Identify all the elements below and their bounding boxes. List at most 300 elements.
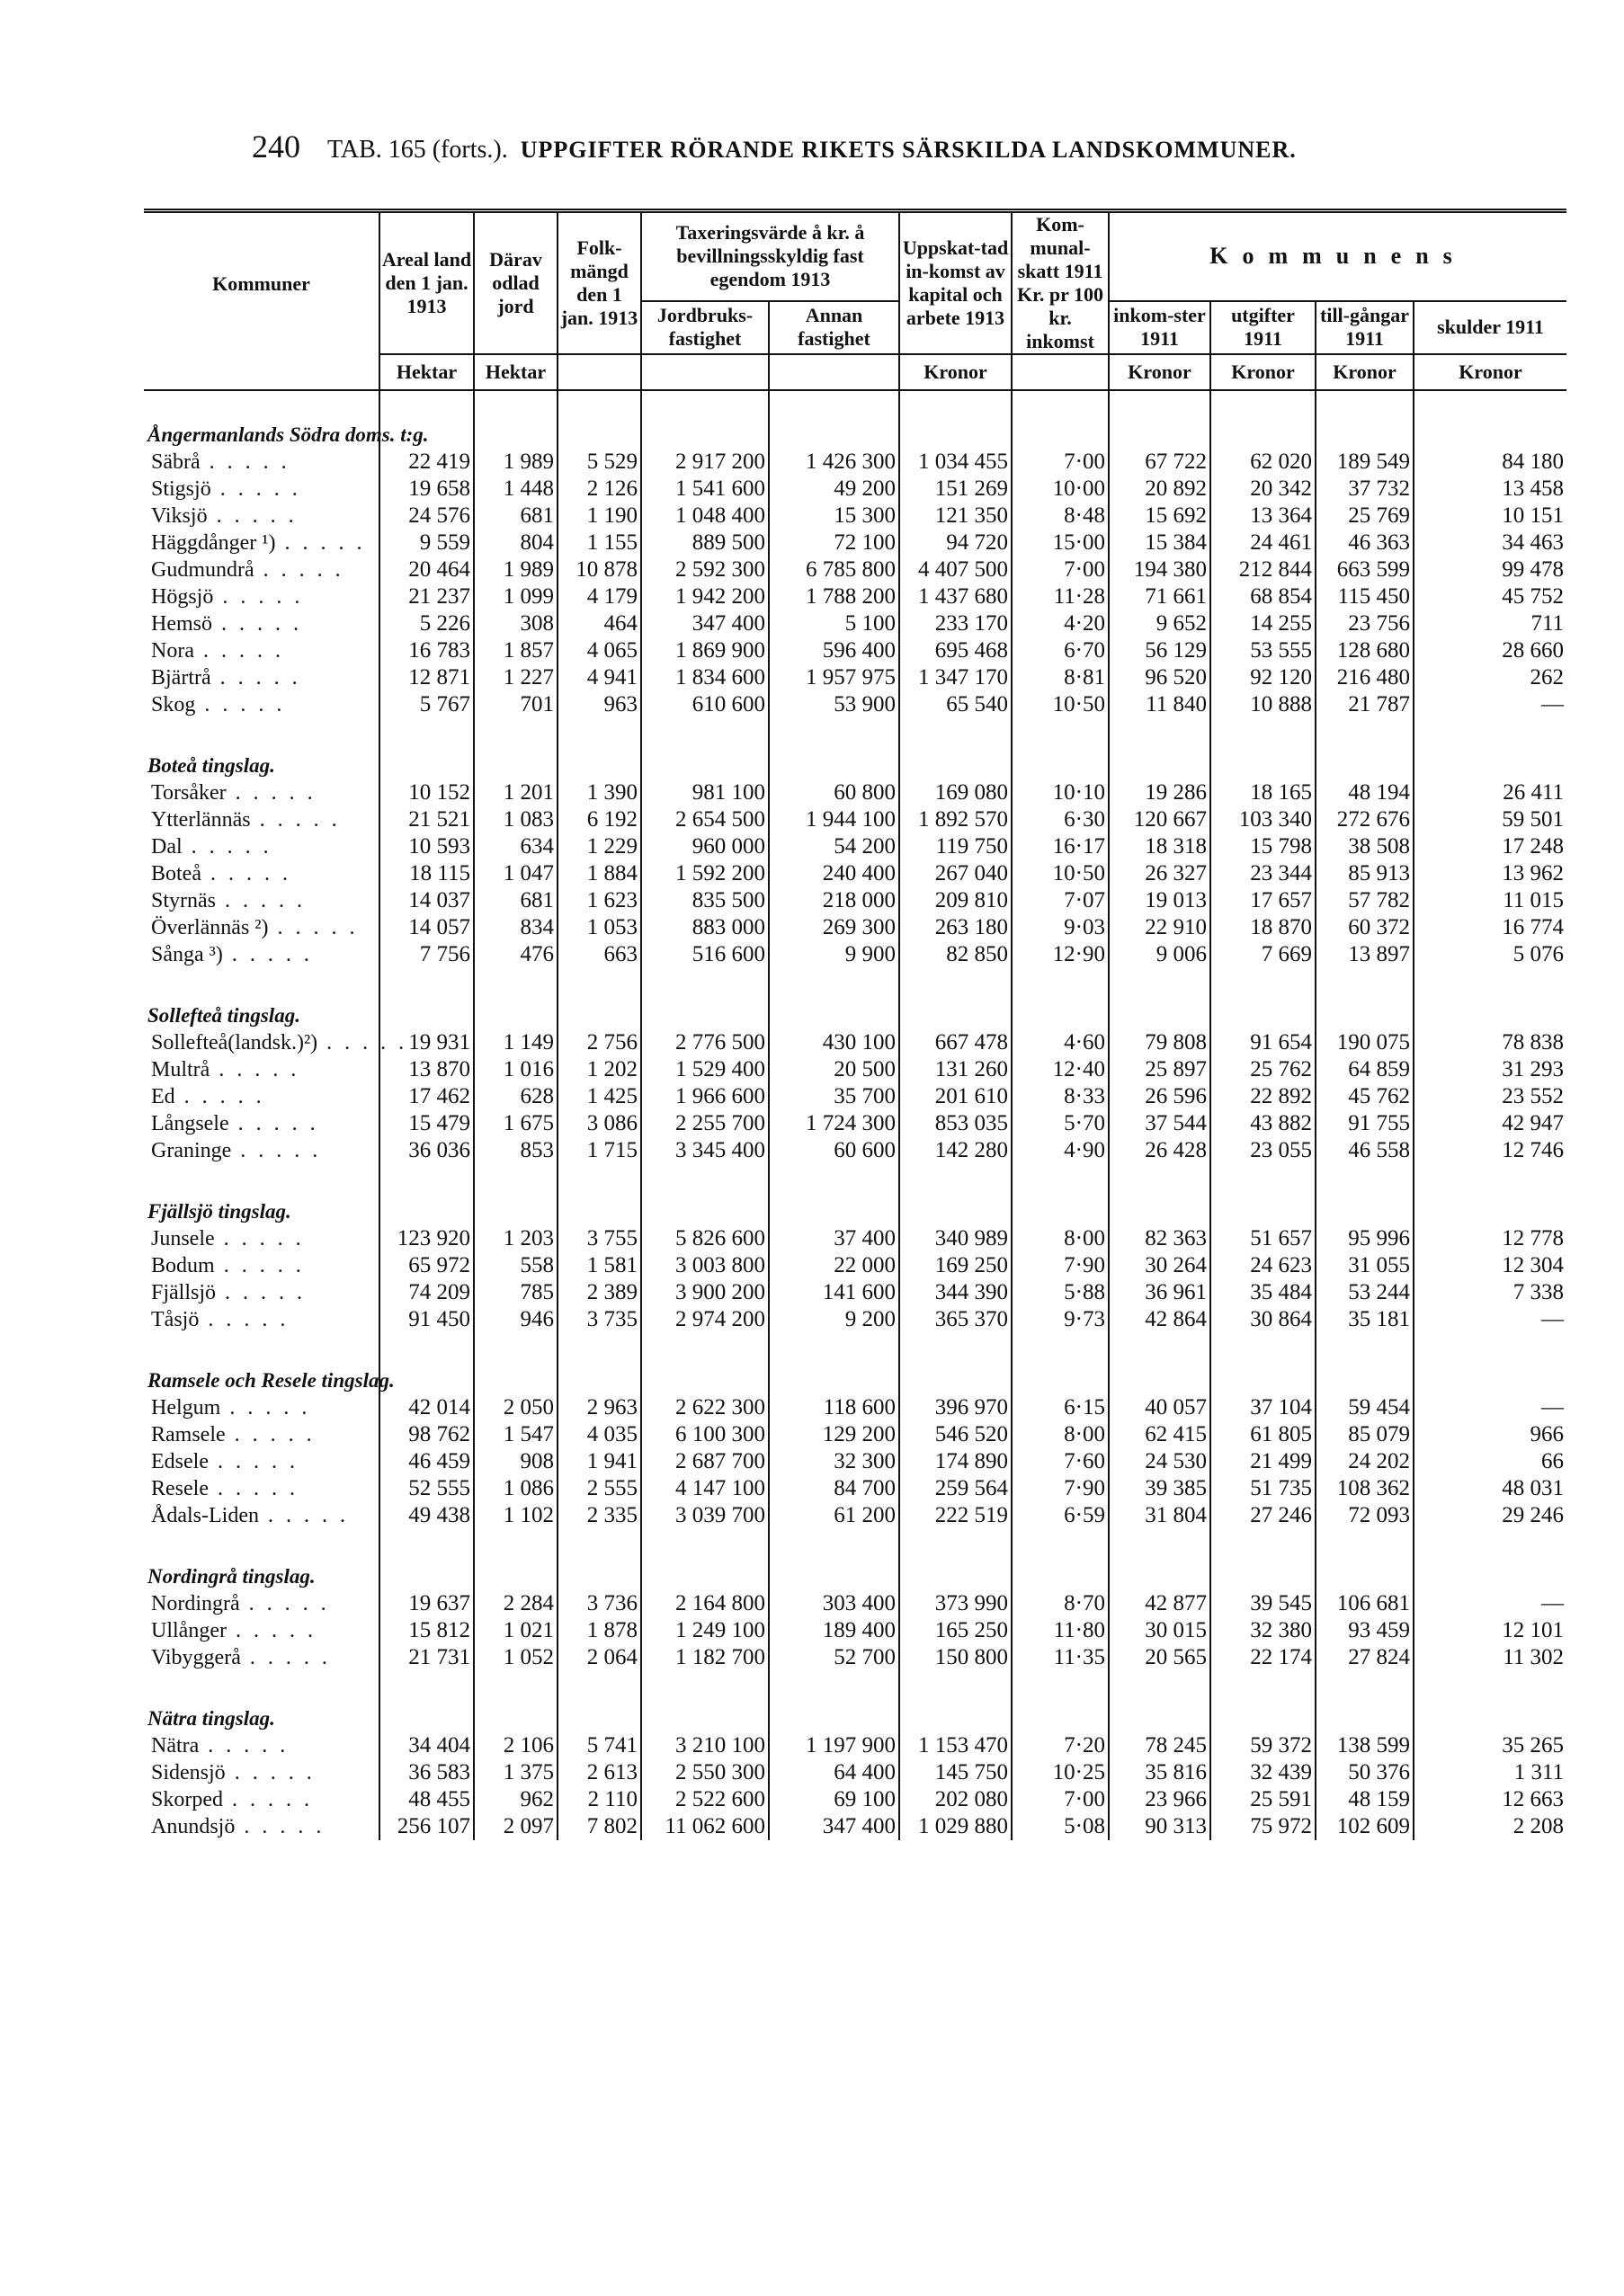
table-cell: 3 086 xyxy=(558,1110,641,1137)
table-cell: 344 390 xyxy=(899,1279,1012,1306)
municipality-name xyxy=(144,1306,379,1333)
table-cell: 14 057 xyxy=(379,914,474,941)
empty-cell xyxy=(474,1705,558,1732)
table-cell: 1 029 880 xyxy=(899,1813,1012,1840)
leader-dots: . . . . . xyxy=(235,1815,326,1838)
empty-cell xyxy=(1316,1705,1414,1732)
table-cell: 2 050 xyxy=(474,1394,558,1421)
table-cell: 966 xyxy=(1530,1422,1565,1446)
table-cell: 17 462 xyxy=(379,1083,474,1110)
table-cell: 69 100 xyxy=(769,1786,899,1813)
table-cell: 4 035 xyxy=(558,1421,641,1448)
spacer-cell xyxy=(1414,1529,1566,1563)
table-cell: 8·33 xyxy=(1012,1083,1109,1110)
table-cell: 308 xyxy=(474,610,558,637)
table-cell: 21 731 xyxy=(379,1644,474,1671)
section-title: Nätra tingslag. xyxy=(144,1705,379,1732)
section-title: Sollefteå tingslag. xyxy=(144,1002,379,1029)
table-cell: 15 798 xyxy=(1210,833,1316,860)
municipality-name xyxy=(144,1279,379,1306)
table-cell: 1 966 600 xyxy=(641,1083,769,1110)
table-cell: 141 600 xyxy=(769,1279,899,1306)
table-cell: 7·00 xyxy=(1012,556,1109,583)
table-cell: 960 000 xyxy=(641,833,769,860)
table-cell: 347 400 xyxy=(641,610,769,637)
empty-cell xyxy=(641,1002,769,1029)
table-cell: 476 xyxy=(474,941,558,968)
leader-dots: . . . . . xyxy=(226,1619,317,1642)
table-cell: 1 623 xyxy=(558,887,641,914)
municipality-name xyxy=(144,1056,379,1083)
table-cell: 17 248 xyxy=(1502,834,1565,859)
table-cell: 78 245 xyxy=(1109,1732,1210,1759)
table-cell: 7·00 xyxy=(1012,1786,1109,1813)
table-cell: 1 227 xyxy=(474,664,558,691)
leader-dots: . . . . . xyxy=(210,477,301,501)
table-row xyxy=(144,1029,1566,1056)
spacer-cell xyxy=(899,1529,1012,1563)
table-row xyxy=(144,1475,1566,1502)
table-cell: 118 600 xyxy=(769,1394,899,1421)
table-cell: 24 202 xyxy=(1316,1448,1414,1475)
table-cell: 2 208 xyxy=(1512,1814,1565,1838)
empty-cell xyxy=(558,1705,641,1732)
table-cell: 2 550 300 xyxy=(641,1759,769,1786)
table-cell: 74 209 xyxy=(379,1279,474,1306)
table-cell: 2 592 300 xyxy=(641,556,769,583)
empty-cell xyxy=(1316,1198,1414,1225)
table-cell: 1 375 xyxy=(474,1759,558,1786)
spacer-cell xyxy=(1316,1671,1414,1705)
spacer-row xyxy=(144,390,1566,422)
table-cell: 681 xyxy=(474,503,558,530)
header-areal: Areal land den 1 jan. 1913 xyxy=(379,211,474,355)
table-cell: 46 459 xyxy=(379,1448,474,1475)
table-cell: 272 676 xyxy=(1316,806,1414,833)
table-cell: 11 015 xyxy=(1503,888,1565,912)
leader-dots: . . . . . xyxy=(200,450,290,474)
table-cell: 558 xyxy=(474,1252,558,1279)
table-cell: 15 812 xyxy=(379,1617,474,1644)
municipality-name xyxy=(144,887,379,914)
table-cell: 259 564 xyxy=(899,1475,1012,1502)
table-cell: 18 318 xyxy=(1109,833,1210,860)
table-cell: 1 957 975 xyxy=(769,664,899,691)
table-cell: 889 500 xyxy=(641,530,769,556)
leader-dots: . . . . . xyxy=(226,781,317,805)
spacer-cell xyxy=(474,1529,558,1563)
table-cell: 1 229 xyxy=(558,833,641,860)
table-cell: 701 xyxy=(474,691,558,718)
empty-cell xyxy=(558,1563,641,1590)
empty-cell xyxy=(558,1002,641,1029)
empty-cell xyxy=(1012,752,1109,779)
running-head xyxy=(252,128,1556,165)
table-cell: 53 244 xyxy=(1316,1279,1414,1306)
leader-dots: . . . . . xyxy=(207,504,298,528)
table-cell: 13 897 xyxy=(1316,941,1414,968)
spacer-cell xyxy=(558,1164,641,1198)
empty-cell xyxy=(1109,1563,1210,1590)
table-cell: 963 xyxy=(558,691,641,718)
table-row xyxy=(144,941,1566,968)
empty-cell xyxy=(769,1563,899,1590)
table-cell: 35 816 xyxy=(1109,1759,1210,1786)
table-cell: 131 260 xyxy=(899,1056,1012,1083)
spacer-cell xyxy=(379,390,474,422)
table-cell: 7·00 xyxy=(1012,449,1109,476)
spacer-cell xyxy=(1210,718,1316,752)
empty-cell xyxy=(474,1563,558,1590)
municipality-label: Styrnäs xyxy=(151,889,216,912)
table-cell: 51 735 xyxy=(1210,1475,1316,1502)
table-cell: 7·07 xyxy=(1012,887,1109,914)
municipality-label: Sånga ³) xyxy=(151,943,223,966)
table-cell: 233 170 xyxy=(899,610,1012,637)
municipality-label: Högsjö xyxy=(151,585,214,609)
table-cell: 596 400 xyxy=(769,637,899,664)
table-cell: 37 544 xyxy=(1109,1110,1210,1137)
table-cell: 1 529 400 xyxy=(641,1056,769,1083)
table-cell: 25 762 xyxy=(1210,1056,1316,1083)
table-cell: 1 153 470 xyxy=(899,1732,1012,1759)
table-cell: 142 280 xyxy=(899,1137,1012,1164)
table-cell: — xyxy=(1541,1395,1565,1419)
table-cell: 72 093 xyxy=(1316,1502,1414,1529)
municipality-label: Torsåker xyxy=(151,781,227,805)
table-cell: 7·60 xyxy=(1012,1448,1109,1475)
table-cell: 59 454 xyxy=(1316,1394,1414,1421)
empty-cell xyxy=(379,1705,474,1732)
table-cell: 883 000 xyxy=(641,914,769,941)
spacer-cell xyxy=(1109,1529,1210,1563)
municipality-label: Nordingrå xyxy=(151,1592,240,1615)
empty-cell xyxy=(1012,1198,1109,1225)
table-cell: 21 499 xyxy=(1210,1448,1316,1475)
table-cell: 22 892 xyxy=(1210,1083,1316,1110)
municipality-name xyxy=(144,1029,408,1056)
table-cell: 12 746 xyxy=(1502,1138,1565,1162)
municipality-name xyxy=(144,1475,379,1502)
table-cell: 11·28 xyxy=(1012,583,1109,610)
table-cell: 201 610 xyxy=(899,1083,1012,1110)
table-cell: 365 370 xyxy=(899,1306,1012,1333)
municipality-label: Tåsjö xyxy=(151,1308,200,1331)
table-cell: 28 660 xyxy=(1502,638,1565,663)
table-cell: 48 194 xyxy=(1316,779,1414,806)
empty-cell xyxy=(1210,1563,1316,1590)
table-cell: 8·00 xyxy=(1012,1225,1109,1252)
section-title: Fjällsjö tingslag. xyxy=(144,1198,379,1225)
municipality-label: Bjärtrå xyxy=(151,666,211,690)
table-header xyxy=(144,211,1566,391)
table-cell: 2 654 500 xyxy=(641,806,769,833)
table-cell: 38 508 xyxy=(1316,833,1414,860)
table-cell: 13 458 xyxy=(1502,476,1565,501)
table-cell: 42 947 xyxy=(1502,1111,1565,1135)
table-cell: 6 192 xyxy=(558,806,641,833)
table-cell: 11 062 600 xyxy=(641,1813,769,1840)
empty-cell xyxy=(474,752,558,779)
table-cell: 10·25 xyxy=(1012,1759,1109,1786)
table-cell: 3 345 400 xyxy=(641,1137,769,1164)
table-cell: 804 xyxy=(474,530,558,556)
table-cell: 20 500 xyxy=(769,1056,899,1083)
empty-cell xyxy=(379,1198,474,1225)
table-cell: 6·70 xyxy=(1012,637,1109,664)
spacer-cell xyxy=(641,1333,769,1367)
municipality-label: Resele xyxy=(151,1477,209,1500)
table-cell: 20 464 xyxy=(379,556,474,583)
empty-cell xyxy=(1414,1563,1566,1590)
unit-kronor: Kronor xyxy=(1414,354,1566,390)
table-row xyxy=(144,887,1566,914)
leader-dots: . . . . . xyxy=(239,1592,330,1615)
leader-dots: . . . . . xyxy=(212,612,302,636)
section-heading-row xyxy=(144,1563,1566,1590)
table-cell: 12·40 xyxy=(1012,1056,1109,1083)
table-cell: 6·15 xyxy=(1012,1394,1109,1421)
table-cell: 15 384 xyxy=(1109,530,1210,556)
table-cell: 17 657 xyxy=(1210,887,1316,914)
table-cell: 610 600 xyxy=(641,691,769,718)
municipality-name xyxy=(144,637,379,664)
table-row xyxy=(144,1306,1566,1333)
empty-cell xyxy=(1012,422,1109,449)
table-row xyxy=(144,1759,1566,1786)
table-cell: 35 181 xyxy=(1316,1306,1414,1333)
table-cell: 834 xyxy=(474,914,558,941)
table-cell: 26 327 xyxy=(1109,860,1210,887)
spacer-cell xyxy=(144,1671,379,1705)
header-darav: Därav odlad jord xyxy=(474,211,558,355)
unit-blank xyxy=(558,354,641,390)
table-row xyxy=(144,779,1566,806)
table-cell: 2 963 xyxy=(558,1394,641,1421)
table-cell: 13 870 xyxy=(379,1056,474,1083)
table-cell: 3 755 xyxy=(558,1225,641,1252)
table-row xyxy=(144,1502,1566,1529)
leader-dots: . . . . . xyxy=(216,1281,307,1304)
spacer-cell xyxy=(1012,1333,1109,1367)
table-cell: 57 782 xyxy=(1316,887,1414,914)
table-cell: 35 484 xyxy=(1210,1279,1316,1306)
spacer-cell xyxy=(1414,1333,1566,1367)
table-row xyxy=(144,1137,1566,1164)
spacer-cell xyxy=(1414,718,1566,752)
table-cell: 4 179 xyxy=(558,583,641,610)
table-cell: 18 870 xyxy=(1210,914,1316,941)
empty-cell xyxy=(1012,1705,1109,1732)
table-cell: 263 180 xyxy=(899,914,1012,941)
table-cell: 91 755 xyxy=(1316,1110,1414,1137)
table-cell: 42 864 xyxy=(1109,1306,1210,1333)
table-cell: 21 237 xyxy=(379,583,474,610)
municipality-label: Graninge xyxy=(151,1139,232,1162)
table-cell: 151 269 xyxy=(899,476,1012,503)
table-cell: 5 076 xyxy=(1512,942,1565,966)
empty-cell xyxy=(769,1705,899,1732)
empty-cell xyxy=(769,1198,899,1225)
table-cell: 26 411 xyxy=(1503,780,1565,805)
table-cell: 681 xyxy=(474,887,558,914)
table-cell: 5 226 xyxy=(379,610,474,637)
unit-kronor: Kronor xyxy=(1316,354,1414,390)
municipality-label: Sollefteå(landsk.)²) xyxy=(151,1031,318,1055)
table-row xyxy=(144,1813,1566,1840)
empty-cell xyxy=(558,422,641,449)
section-heading-row xyxy=(144,752,1566,779)
table-cell: 1 155 xyxy=(558,530,641,556)
table-cell: 16 783 xyxy=(379,637,474,664)
spacer-cell xyxy=(1210,390,1316,422)
table-cell: 1 944 100 xyxy=(769,806,899,833)
table-cell: 23 552 xyxy=(1502,1084,1565,1108)
table-cell: 61 200 xyxy=(769,1502,899,1529)
header-jordbruksfastighet: Jordbruks-fastighet xyxy=(641,301,769,354)
municipality-name xyxy=(144,1137,379,1164)
empty-cell xyxy=(1414,1367,1566,1394)
table-cell: 45 762 xyxy=(1316,1083,1414,1110)
table-cell: 202 080 xyxy=(899,1786,1012,1813)
table-cell: 218 000 xyxy=(769,887,899,914)
table-cell: 1 989 xyxy=(474,449,558,476)
table-cell: 430 100 xyxy=(769,1029,899,1056)
municipality-label: Ådals-Liden xyxy=(151,1504,259,1527)
spacer-cell xyxy=(144,1164,379,1198)
table-cell: 10 151 xyxy=(1502,503,1565,528)
header-kommuner: Kommuner xyxy=(144,211,379,355)
spacer-cell xyxy=(379,718,474,752)
spacer-cell xyxy=(379,1529,474,1563)
table-cell: 39 385 xyxy=(1109,1475,1210,1502)
table-cell: 1 448 xyxy=(474,476,558,503)
table-cell: 2 255 700 xyxy=(641,1110,769,1137)
table-cell: 31 055 xyxy=(1316,1252,1414,1279)
table-cell: 240 400 xyxy=(769,860,899,887)
table-cell: 21 787 xyxy=(1316,691,1414,718)
header-inkomster: inkom-ster 1911 xyxy=(1109,301,1210,354)
table-cell: 60 372 xyxy=(1316,914,1414,941)
table-row xyxy=(144,1225,1566,1252)
table-cell: 84 180 xyxy=(1502,449,1565,474)
empty-cell xyxy=(1210,1367,1316,1394)
municipality-name xyxy=(144,806,379,833)
municipality-name xyxy=(144,1617,379,1644)
table-cell: 1 202 xyxy=(558,1056,641,1083)
table-cell: 46 363 xyxy=(1316,530,1414,556)
section-title: Boteå tingslag. xyxy=(144,752,379,779)
table-row xyxy=(144,503,1566,530)
table-cell: 5 767 xyxy=(379,691,474,718)
empty-cell xyxy=(1210,1198,1316,1225)
table-cell: 1 086 xyxy=(474,1475,558,1502)
spacer-cell xyxy=(1316,968,1414,1002)
table-cell: 1 892 570 xyxy=(899,806,1012,833)
table-cell: 37 104 xyxy=(1210,1394,1316,1421)
spacer-cell xyxy=(1316,1529,1414,1563)
municipality-label: Nätra xyxy=(151,1734,200,1758)
section-heading-row xyxy=(144,1198,1566,1225)
table-cell: 72 100 xyxy=(769,530,899,556)
empty-cell xyxy=(1109,1198,1210,1225)
spacer-cell xyxy=(769,968,899,1002)
table-cell: 128 680 xyxy=(1316,637,1414,664)
table-cell: 1 034 455 xyxy=(899,449,1012,476)
table-cell: 32 300 xyxy=(769,1448,899,1475)
table-cell: 48 159 xyxy=(1316,1786,1414,1813)
table-cell: 99 478 xyxy=(1502,557,1565,582)
spacer-cell xyxy=(144,390,379,422)
table-row xyxy=(144,1732,1566,1759)
spacer-row xyxy=(144,1333,1566,1367)
table-cell: 4·20 xyxy=(1012,610,1109,637)
table-cell: 189 400 xyxy=(769,1617,899,1644)
table-cell: 96 520 xyxy=(1109,664,1210,691)
table-cell: 5·88 xyxy=(1012,1279,1109,1306)
table-cell: 711 xyxy=(1530,611,1565,636)
table-cell: 23 966 xyxy=(1109,1786,1210,1813)
municipality-name xyxy=(144,1590,379,1617)
table-cell: 2 756 xyxy=(558,1029,641,1056)
table-cell: 123 920 xyxy=(379,1225,474,1252)
table-cell: 981 100 xyxy=(641,779,769,806)
spacer-cell xyxy=(1414,968,1566,1002)
table-cell: 82 363 xyxy=(1109,1225,1210,1252)
spacer-cell xyxy=(1414,1671,1566,1705)
table-cell: 4 941 xyxy=(558,664,641,691)
table-cell: 150 800 xyxy=(899,1644,1012,1671)
table-cell: 1 941 xyxy=(558,1448,641,1475)
municipality-name xyxy=(144,691,379,718)
table-cell: 71 661 xyxy=(1109,583,1210,610)
table-cell: 19 931 xyxy=(379,1029,474,1056)
table-cell: 1 052 xyxy=(474,1644,558,1671)
table-row xyxy=(144,806,1566,833)
spacer-cell xyxy=(641,390,769,422)
municipality-name xyxy=(144,1732,379,1759)
leader-dots: . . . . . xyxy=(223,1788,313,1811)
table-cell: 1 203 xyxy=(474,1225,558,1252)
table-cell: 84 700 xyxy=(769,1475,899,1502)
spacer-cell xyxy=(1210,1164,1316,1198)
municipality-name xyxy=(144,914,379,941)
section-title: Ångermanlands Södra doms. t:g. xyxy=(144,422,379,449)
table-cell: 138 599 xyxy=(1316,1732,1414,1759)
table-cell: 7 338 xyxy=(1512,1280,1565,1304)
leader-dots: . . . . . xyxy=(225,1761,316,1784)
table-cell: 24 461 xyxy=(1210,530,1316,556)
table-row xyxy=(144,914,1566,941)
table-cell: 12 778 xyxy=(1502,1226,1565,1250)
table-cell: 10 152 xyxy=(379,779,474,806)
table-cell: 9·73 xyxy=(1012,1306,1109,1333)
unit-hektar: Hektar xyxy=(379,354,474,390)
statistics-table xyxy=(144,209,1566,1840)
spacer-cell xyxy=(1210,1529,1316,1563)
spacer-cell xyxy=(1109,1333,1210,1367)
table-cell: 62 415 xyxy=(1109,1421,1210,1448)
table-row xyxy=(144,530,1566,556)
municipality-name xyxy=(144,779,379,806)
table-cell: 1 788 200 xyxy=(769,583,899,610)
table-cell: 32 439 xyxy=(1210,1759,1316,1786)
table-cell: 42 877 xyxy=(1109,1590,1210,1617)
spacer-cell xyxy=(1414,1164,1566,1198)
leader-dots: . . . . . xyxy=(231,1139,322,1162)
municipality-name xyxy=(144,1394,379,1421)
table-cell: 1 425 xyxy=(558,1083,641,1110)
